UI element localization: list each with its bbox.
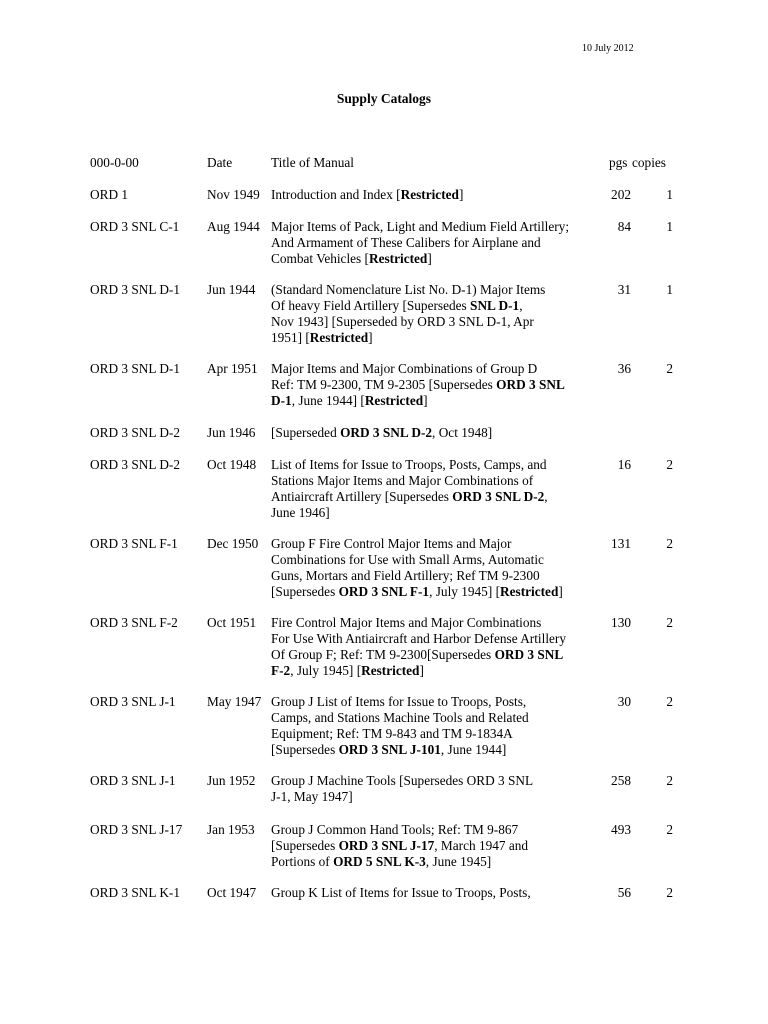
manual-title bbox=[271, 536, 589, 600]
manual-title bbox=[271, 361, 589, 409]
header-copies: copies bbox=[632, 155, 666, 170]
manual-copies: 2 bbox=[666, 361, 673, 376]
manual-copies: 2 bbox=[666, 536, 673, 551]
manual-pages: 493 bbox=[611, 822, 631, 837]
text-segment: J-1, May 1947] bbox=[271, 789, 353, 804]
manual-copies: 2 bbox=[666, 822, 673, 837]
manual-title-line bbox=[271, 282, 589, 298]
text-segment: June 1946] bbox=[271, 505, 330, 520]
manual-date: Jun 1946 bbox=[207, 425, 256, 440]
manual-title-line bbox=[271, 710, 589, 726]
manual-title-line bbox=[271, 473, 589, 489]
text-segment: Of heavy Field Artillery [Supersedes bbox=[271, 298, 471, 313]
manual-date: Apr 1951 bbox=[207, 361, 258, 376]
manual-title bbox=[271, 457, 589, 521]
manual-copies: 2 bbox=[666, 694, 673, 709]
manual-code: ORD 3 SNL D-2 bbox=[90, 425, 181, 440]
header-date: Date bbox=[207, 155, 233, 170]
bold-segment: Restricted bbox=[500, 584, 559, 599]
text-segment: , June 1944] [ bbox=[291, 393, 365, 408]
text-segment: List of Items for Issue to Troops, Posts, Camps, and bbox=[271, 457, 547, 472]
manual-pages: 258 bbox=[611, 773, 631, 788]
manual-pages: 30 bbox=[617, 694, 631, 709]
manual-title-line bbox=[271, 615, 589, 631]
text-segment: Guns, Mortars and Field Artillery; Ref TM 9-2300 bbox=[271, 568, 540, 583]
text-segment: 1951] [ bbox=[271, 330, 310, 345]
manual-code: ORD 3 SNL K-1 bbox=[90, 885, 181, 900]
text-segment: Group J Common Hand Tools; Ref: TM 9-867 bbox=[271, 822, 519, 837]
bold-segment: Restricted bbox=[364, 393, 424, 408]
text-segment: Combat Vehicles [ bbox=[271, 251, 369, 266]
text-segment: , June 1945] bbox=[425, 854, 492, 869]
bold-segment: Restricted bbox=[361, 663, 420, 678]
text-segment: Antiaircraft Artillery [Supersedes bbox=[271, 489, 453, 504]
manual-pages: 16 bbox=[617, 457, 631, 472]
text-segment: ] bbox=[419, 663, 424, 678]
manual-title bbox=[271, 773, 589, 805]
manual-code: ORD 3 SNL J-1 bbox=[90, 773, 176, 788]
manual-date: Dec 1950 bbox=[207, 536, 259, 551]
manual-date: Jan 1953 bbox=[207, 822, 255, 837]
manual-code: ORD 3 SNL D-2 bbox=[90, 457, 181, 472]
bold-segment: ORD 3 SNL D-2 bbox=[452, 489, 545, 504]
manual-title-line bbox=[271, 489, 589, 505]
text-segment: Stations Major Items and Major Combinations of bbox=[271, 473, 534, 488]
text-segment: Of Group F; Ref: TM 9-2300[Supersedes bbox=[271, 647, 495, 662]
text-segment: [Supersedes bbox=[271, 742, 339, 757]
manual-title-line bbox=[271, 377, 589, 393]
manual-title-line bbox=[271, 235, 589, 251]
bold-segment: F-2 bbox=[271, 663, 291, 678]
text-segment: [Superseded bbox=[271, 425, 341, 440]
manual-date: Jun 1944 bbox=[207, 282, 256, 297]
bold-segment: ORD 3 SNL F-1 bbox=[338, 584, 430, 599]
header-code: 000-0-00 bbox=[90, 155, 139, 170]
manual-pages: 131 bbox=[611, 536, 631, 551]
text-segment: Introduction and Index [ bbox=[271, 187, 401, 202]
manual-pages: 56 bbox=[617, 885, 631, 900]
text-segment: (Standard Nomenclature List No. D-1) Major Items bbox=[271, 282, 546, 297]
text-segment: Group J Machine Tools [Supersedes ORD 3 SNL bbox=[271, 773, 534, 788]
manual-title-line bbox=[271, 631, 589, 647]
manual-title-line bbox=[271, 726, 589, 742]
manual-title-line bbox=[271, 885, 589, 901]
manual-copies: 1 bbox=[666, 282, 673, 297]
text-segment: , bbox=[544, 489, 548, 504]
text-segment: , bbox=[519, 298, 523, 313]
text-segment: ] bbox=[458, 187, 464, 202]
bold-segment: SNL D-1 bbox=[470, 298, 520, 313]
manual-title-line bbox=[271, 251, 589, 267]
manual-title-line bbox=[271, 552, 589, 568]
manual-copies: 1 bbox=[666, 187, 673, 202]
text-segment: , July 1945] [ bbox=[429, 584, 501, 599]
manual-code: ORD 3 SNL C-1 bbox=[90, 219, 180, 234]
manual-title-line bbox=[271, 742, 589, 758]
manual-title bbox=[271, 822, 589, 870]
text-segment: Group F Fire Control Major Items and Major bbox=[271, 536, 512, 551]
manual-date: Jun 1952 bbox=[207, 773, 256, 788]
bold-segment: ORD 3 SNL J-17 bbox=[338, 838, 435, 853]
manual-date: Oct 1948 bbox=[207, 457, 257, 472]
manual-copies: 2 bbox=[666, 885, 673, 900]
text-segment: Portions of bbox=[271, 854, 334, 869]
text-segment: Major Items and Major Combinations of Group D bbox=[271, 361, 538, 376]
manual-code: ORD 3 SNL D-1 bbox=[90, 282, 181, 297]
manual-title-line bbox=[271, 361, 589, 377]
text-segment: Major Items of Pack, Light and Medium Field Artillery; bbox=[271, 219, 570, 234]
text-segment: [Supersedes bbox=[271, 584, 339, 599]
text-segment: Equipment; Ref: TM 9-843 and TM 9-1834A bbox=[271, 726, 513, 741]
manual-code: ORD 3 SNL J-17 bbox=[90, 822, 183, 837]
text-segment: ] bbox=[558, 584, 563, 599]
manual-pages: 130 bbox=[611, 615, 631, 630]
manual-date: Nov 1949 bbox=[207, 187, 260, 202]
manual-title-line bbox=[271, 298, 589, 314]
manual-title-line bbox=[271, 393, 589, 409]
text-segment: , March 1947 and bbox=[434, 838, 529, 853]
manual-date: May 1947 bbox=[207, 694, 262, 709]
text-segment: Group K List of Items for Issue to Troops, Posts, bbox=[271, 885, 531, 900]
manual-copies: 1 bbox=[666, 219, 673, 234]
manual-title-line bbox=[271, 536, 589, 552]
text-segment: And Armament of These Calibers for Airplane and bbox=[271, 235, 541, 250]
manual-title-line bbox=[271, 187, 589, 203]
manual-title bbox=[271, 425, 589, 441]
manual-date: Aug 1944 bbox=[207, 219, 260, 234]
manual-title-line bbox=[271, 330, 589, 346]
manual-title-line bbox=[271, 694, 589, 710]
text-segment: Ref: TM 9-2300, TM 9-2305 [Supersedes bbox=[271, 377, 497, 392]
manual-title bbox=[271, 885, 589, 901]
page-title: Supply Catalogs bbox=[336, 91, 432, 106]
bold-segment: Restricted bbox=[369, 251, 428, 266]
bold-segment: Restricted bbox=[309, 330, 369, 345]
text-segment: ] bbox=[368, 330, 373, 345]
manual-title bbox=[271, 219, 589, 267]
manual-title-line bbox=[271, 773, 589, 789]
manual-title-line bbox=[271, 425, 589, 441]
text-segment: Nov 1943] [Superseded by ORD 3 SNL D-1, Apr bbox=[271, 314, 534, 329]
manual-code: ORD 3 SNL D-1 bbox=[90, 361, 181, 376]
manual-copies: 2 bbox=[666, 457, 673, 472]
manual-title bbox=[271, 282, 589, 346]
manual-title-line bbox=[271, 314, 589, 330]
manual-title-line bbox=[271, 822, 589, 838]
manual-title-line bbox=[271, 854, 589, 870]
bold-segment: Restricted bbox=[400, 187, 459, 202]
manual-pages: 31 bbox=[617, 282, 631, 297]
manual-title bbox=[271, 187, 589, 203]
text-segment: For Use With Antiaircraft and Harbor Defense Artillery bbox=[271, 631, 566, 646]
manual-pages: 36 bbox=[617, 361, 631, 376]
text-segment: [Supersedes bbox=[271, 838, 339, 853]
text-segment: ] bbox=[423, 393, 428, 408]
text-segment: Fire Control Major Items and Major Combinations bbox=[271, 615, 542, 630]
manual-code: ORD 3 SNL F-1 bbox=[90, 536, 178, 551]
manual-code: ORD 3 SNL F-2 bbox=[90, 615, 178, 630]
manual-title-line bbox=[271, 647, 589, 663]
manual-title bbox=[271, 694, 589, 758]
manual-title-line bbox=[271, 505, 589, 521]
manual-title-line bbox=[271, 663, 589, 679]
bold-segment: D-1 bbox=[271, 393, 292, 408]
manual-code: ORD 3 SNL J-1 bbox=[90, 694, 176, 709]
manual-pages: 84 bbox=[617, 219, 631, 234]
manual-title bbox=[271, 615, 589, 679]
bold-segment: ORD 3 SNL J-101 bbox=[338, 742, 441, 757]
header-pgs: pgs bbox=[609, 155, 628, 170]
bold-segment: ORD 5 SNL K-3 bbox=[333, 854, 426, 869]
bold-segment: ORD 3 SNL bbox=[494, 647, 564, 662]
bold-segment: ORD 3 SNL D-2 bbox=[340, 425, 433, 440]
manual-copies: 2 bbox=[666, 615, 673, 630]
text-segment: Combinations for Use with Small Arms, Automatic bbox=[271, 552, 544, 567]
header-title: Title of Manual bbox=[271, 155, 354, 170]
text-segment: , Oct 1948] bbox=[432, 425, 493, 440]
manual-title-line bbox=[271, 457, 589, 473]
manual-title-line bbox=[271, 219, 589, 235]
text-segment: , July 1945] [ bbox=[290, 663, 362, 678]
text-segment: ] bbox=[427, 251, 432, 266]
manual-code: ORD 1 bbox=[90, 187, 129, 202]
manual-title-line bbox=[271, 838, 589, 854]
manual-title-line bbox=[271, 568, 589, 584]
text-segment: Camps, and Stations Machine Tools and Related bbox=[271, 710, 529, 725]
manual-date: Oct 1947 bbox=[207, 885, 257, 900]
manual-date: Oct 1951 bbox=[207, 615, 257, 630]
manual-copies: 2 bbox=[666, 773, 673, 788]
bold-segment: ORD 3 SNL bbox=[496, 377, 565, 392]
date-stamp: 10 July 2012 bbox=[582, 43, 634, 54]
text-segment: Group J List of Items for Issue to Troops, Posts, bbox=[271, 694, 527, 709]
manual-pages: 202 bbox=[611, 187, 631, 202]
manual-title-line bbox=[271, 789, 589, 805]
manual-title-line bbox=[271, 584, 589, 600]
text-segment: , June 1944] bbox=[440, 742, 507, 757]
